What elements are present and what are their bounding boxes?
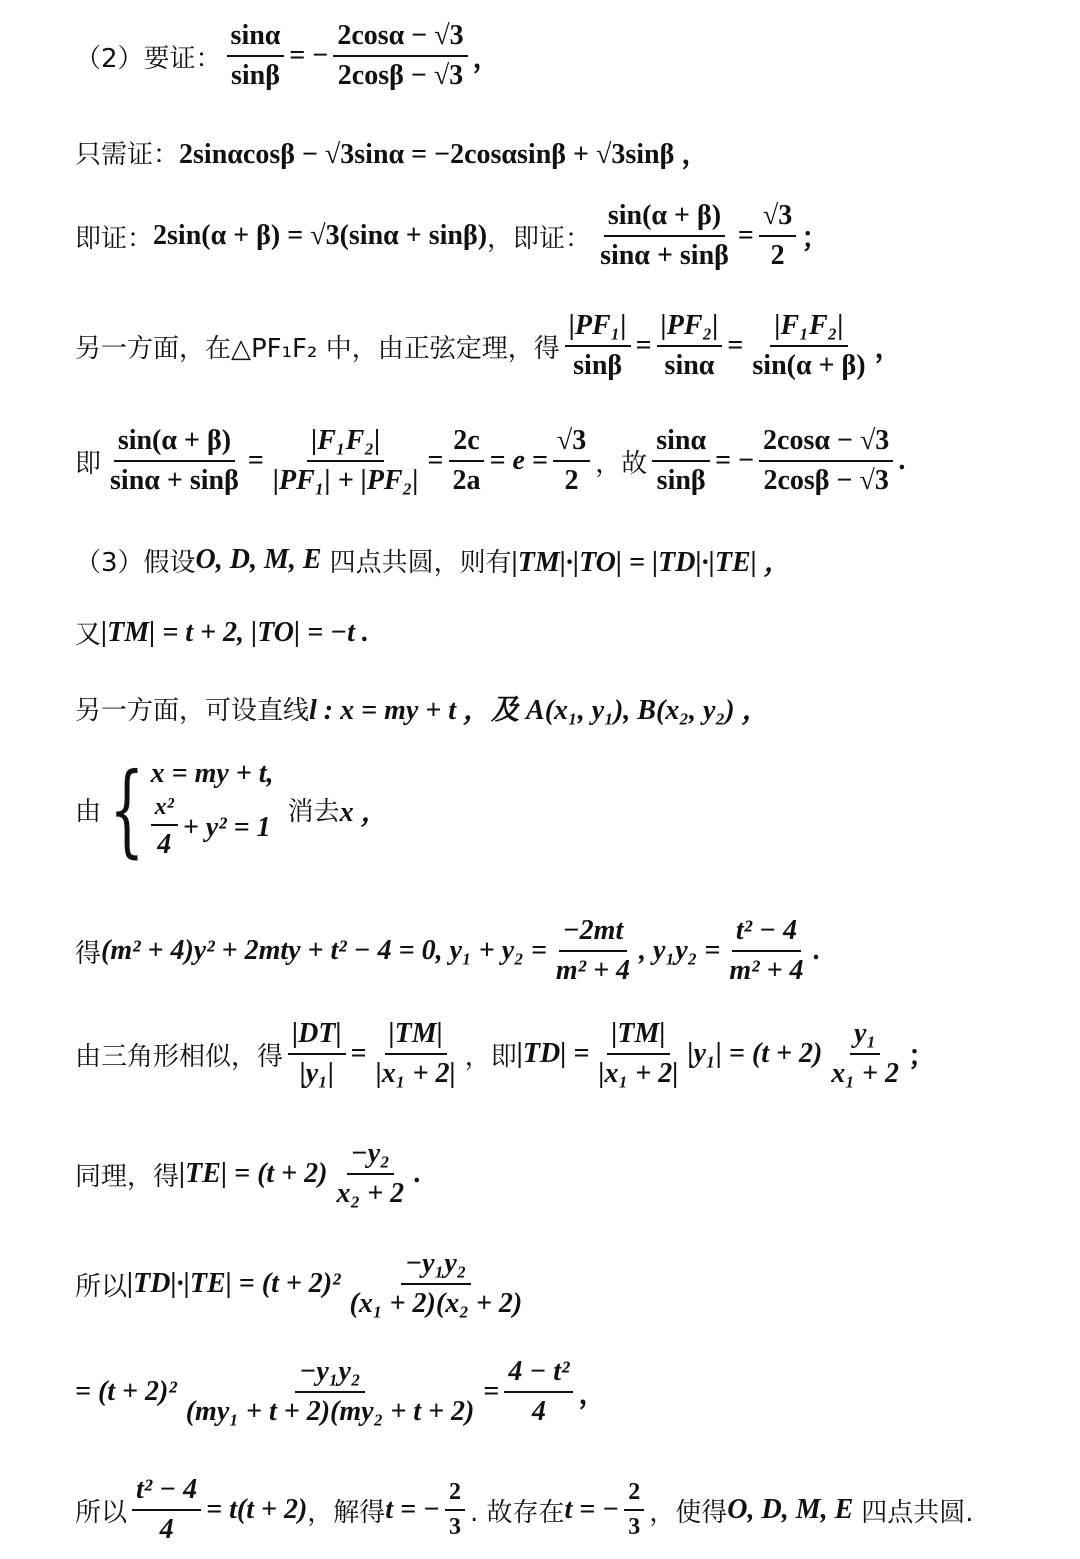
fraction: $\frac{2\cos\alpha - √3}{2\cos\beta - √3}$ <box>333 20 467 92</box>
points: O, D, M, E <box>195 544 322 575</box>
line-5-eccentricity: 即 $\frac{\sin(\alpha + \beta)}{\sin\alpha + \sin\beta}$ = $\frac{\text{|F₁F₂|}}{\text{|PF₁| + |PF₂|}}$ = $\frac{2c}{2a}$ = e = $\frac{√3}{2}$ ，故 $\frac{\sin\alpha}{\sin\beta}$ = − $\frac{2\cos\alpha - √3}{2\cos\beta - √3}$ . <box>75 425 906 496</box>
fraction: $\frac{\text{t² − 4}}{\text{m² + 4}}$ <box>729 915 804 986</box>
equation: 2sinαcosβ − √3sinα = −2cosαsinβ + √3sinβ ， <box>179 139 710 170</box>
fraction: $\frac{\text{t² − 4}}{4}$ <box>132 1474 201 1546</box>
label: 同理，得 <box>75 1161 180 1192</box>
line-14-simplify: = (t + 2)² $\frac{\text{−y₁y₂}}{\text{(my₁ + t + 2)(my₂ + t + 2)}}$ = $\frac{\text{4 − t²}}{4}$ ， <box>75 1356 607 1427</box>
line-6-assume-concyclic: （3）假设 O, D, M, E 四点共圆，则有 |TM|·|TO| = |TD|·|TE| ， <box>75 540 1060 580</box>
fraction: $\frac{|TM|}{\text{|x₁ + 2|}}$ <box>598 1018 679 1089</box>
fraction: $\frac{\sin\alpha}{\sin\beta}$ <box>652 425 710 497</box>
fraction: $\frac{\text{|F₁F₂|}}{\sin(\alpha + \beta)}$ <box>752 310 866 381</box>
line-3-equivalent: 即证： 2sin(α + β) = √3(sinα + sinβ) ，即证： $\frac{\sin(\alpha + \beta)}{\sin\alpha + \sin\beta}$ = $\frac{√3}{2}$ ； <box>75 200 830 271</box>
label: 即证： <box>75 223 154 254</box>
equation: |TM| = t + 2, |TO| = −t . <box>101 616 369 648</box>
fraction: $\frac{2\cos\alpha - √3}{2\cos\beta - √3}$ <box>759 425 893 497</box>
line-4-sine-rule: 另一方面，在△PF₁F₂ 中，由正弦定理，得 $\frac{\text{|PF₁|}}{\sin\beta}$ = $\frac{\text{|PF₂|}}{\sin\alpha}$ = $\frac{\text{|F₁F₂|}}{\sin(\alpha + \beta)}$ ， <box>75 310 903 381</box>
equation: |TD|·|TE| = (t + 2)² <box>127 1268 341 1299</box>
equation: |TE| = (t + 2) <box>179 1158 328 1189</box>
label: 另一方面，在△PF₁F₂ 中，由正弦定理，得 <box>75 333 560 364</box>
fraction: $\frac{\text{4 − t²}}{4}$ <box>504 1356 573 1428</box>
fraction: $\frac{|DT|}{\text{|y₁|}}$ <box>288 1018 346 1090</box>
equation: (m² + 4)y² + 2mty + t² − 4 = 0, y₁ + y₂ = <box>101 935 547 966</box>
label: 所以 <box>75 1497 128 1528</box>
line-8-line-l <box>75 688 1060 728</box>
fraction: $\frac{\text{|PF₁|}}{\sin\beta}$ <box>565 310 631 382</box>
points: O, D, M, E <box>727 1494 854 1525</box>
label: （3）假设 <box>75 547 196 578</box>
equation-system: { x = my + t, $\frac{\text{x²}}{4}$ + y² = 1 <box>109 750 274 868</box>
fraction: $\frac{|TM|}{\text{|x₁ + 2|}}$ <box>375 1018 456 1089</box>
line-10-quadratic: 得 (m² + 4)y² + 2mty + t² − 4 = 0, y₁ + y₂ = $\frac{-2mt}{\text{m² + 4}}$ , y₁y₂ = $\frac{\text{t² − 4}}{\text{m² + 4}}$ . <box>75 915 820 986</box>
equation: |TM|·|TO| = |TD|·|TE| ， <box>511 547 792 578</box>
line-7-tm-to <box>75 614 1060 651</box>
line-12-te: 同理，得 |TE| = (t + 2) $\frac{\text{−y₂}}{\text{x₂ + 2}}$ . <box>75 1138 421 1209</box>
fraction: $\frac{2}{3}$ <box>624 1479 644 1541</box>
label: 得 <box>75 938 102 969</box>
equation: 2sin(α + β) = √3(sinα + sinβ) <box>153 220 488 251</box>
fraction: $\frac{\sin(\alpha + \beta)}{\sin\alpha + \sin\beta}$ <box>110 425 239 496</box>
label: 由 <box>75 797 102 827</box>
line-15-conclusion: 所以 $\frac{\text{t² − 4}}{4}$ = t(t + 2) ，解得 t = − $\frac{2}{3}$ . 故存在 t = − $\frac{2}{3}$ ，使得 O, D, M, E 四点共圆. <box>75 1474 974 1545</box>
fraction: $\frac{\text{|PF₂|}}{\sin\alpha}$ <box>657 310 723 382</box>
equation: = (t + 2)² <box>75 1376 177 1407</box>
line-11-similar-triangles: 由三角形相似，得 $\frac{|DT|}{\text{|y₁|}}$ = $\frac{|TM|}{\text{|x₁ + 2|}}$ ，即 |TD| = $\frac{|TM|}{\text{|x₁ + 2|}}$ |y₁| = (t + 2) $\frac{\text{y₁}}{\text{x₁ + 2}}$ ； <box>75 1018 936 1089</box>
equation: l : x = my + t ，及 A(x₁, y₁), B(x₂, y₂) ， <box>309 695 770 726</box>
fraction: $\frac{\sin\alpha}{\sin\beta}$ <box>227 20 285 92</box>
fraction: $\frac{-2mt}{\text{m² + 4}}$ <box>555 915 631 986</box>
label: 即 <box>75 448 102 479</box>
fraction: $\frac{\sin(\alpha + \beta)}{\sin\alpha + \sin\beta}$ <box>600 200 729 271</box>
line-9-system: 由 { x = my + t, $\frac{\text{x²}}{4}$ + y² = 1 消去 x ， <box>75 750 389 868</box>
fraction: $\frac{\text{−y₁y₂}}{\text{(x₁ + 2)(x₂ + 2)}}$ <box>349 1248 523 1319</box>
fraction: $\frac{\text{|F₁F₂|}}{\text{|PF₁| + |PF₂|}}$ <box>272 425 419 496</box>
fraction: $\frac{√3}{2}$ <box>553 425 590 497</box>
fraction: $\frac{2c}{2a}$ <box>449 425 485 497</box>
label: 另一方面，可设直线 <box>75 695 310 726</box>
label: 只需证： <box>75 139 180 170</box>
fraction: $\frac{√3}{2}$ <box>759 200 796 272</box>
label: （2）要证： <box>75 43 222 74</box>
fraction: $\frac{\text{−y₁y₂}}{\text{(my₁ + t + 2)(my₂ + t + 2)}}$ <box>185 1356 475 1427</box>
line-2-need-prove <box>75 132 1060 172</box>
line-13-product <box>75 1248 1060 1320</box>
left-brace: { <box>109 750 145 868</box>
label: 所以 <box>75 1271 128 1302</box>
fraction: $\frac{\text{−y₂}}{\text{x₂ + 2}}$ <box>336 1138 405 1209</box>
fraction: $\frac{\text{y₁}}{\text{x₁ + 2}}$ <box>831 1018 899 1089</box>
label: 由三角形相似，得 <box>75 1041 284 1072</box>
label: 又 <box>75 620 102 650</box>
line-1-to-prove: （2）要证： $\frac{\sin\alpha}{\sin\beta}$ = − $\frac{2\cos\alpha - √3}{2\cos\beta - √3}$ ， <box>75 20 501 91</box>
fraction: $\frac{2}{3}$ <box>445 1479 465 1541</box>
fraction: $\frac{\text{x²}}{4}$ <box>151 794 178 861</box>
